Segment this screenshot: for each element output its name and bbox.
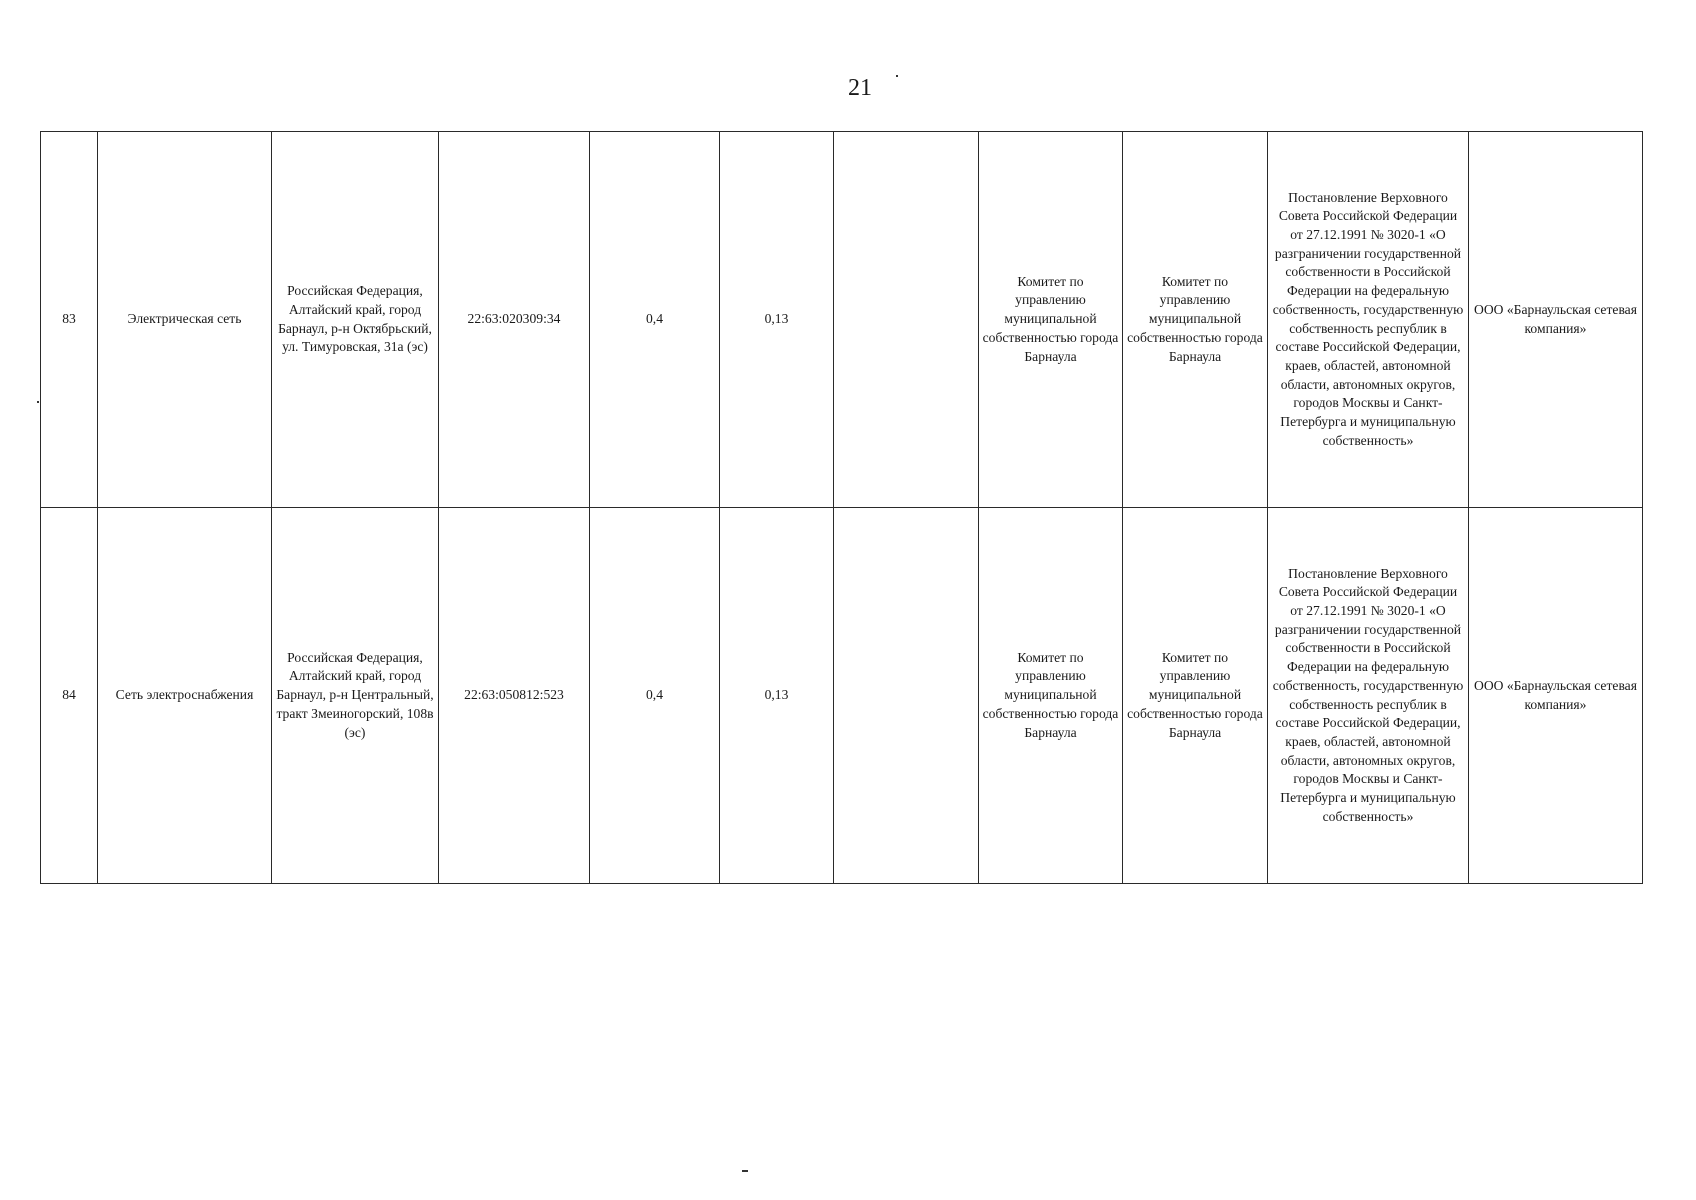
length-cell: 0,13 <box>720 132 834 508</box>
row-number-cell: 84 <box>41 508 98 884</box>
page-number: 21 <box>848 75 872 101</box>
registry-table <box>40 131 1643 884</box>
owner-cell: Комитет по управлению муниципальной собственностью города Барнаула <box>1123 508 1268 884</box>
operator-cell: ООО «Барнаульская сетевая компания» <box>1469 132 1643 508</box>
empty-cell <box>834 508 979 884</box>
voltage-cell: 0,4 <box>590 132 720 508</box>
cadastral-number-cell: 22:63:050812:523 <box>439 508 590 884</box>
scan-dot <box>37 401 39 403</box>
legal-basis-cell: Постановление Верховного Совета Российской Федерации от 27.12.1991 № 3020-1 «О разграничении государственной собственности в Российской Федерации на федеральную собственность, государственную собственность республик в составе Российской Федерации, краев, областей, автономной области, автономных округов, городов Москвы и Санкт-Петербурга и муниципальную собственность» <box>1268 508 1469 884</box>
scan-dash <box>742 1170 748 1172</box>
row-number-cell: 83 <box>41 132 98 508</box>
legal-basis-cell: Постановление Верховного Совета Российской Федерации от 27.12.1991 № 3020-1 «О разграничении государственной собственности в Российской Федерации на федеральную собственность, государственную собственность республик в составе Российской Федерации, краев, областей, автономной области, автономных округов, городов Москвы и Санкт-Петербурга и муниципальную собственность» <box>1268 132 1469 508</box>
table-row <box>41 132 1643 508</box>
object-name-cell: Электрическая сеть <box>98 132 272 508</box>
table-row <box>41 508 1643 884</box>
holder-cell: Комитет по управлению муниципальной собственностью города Барнаула <box>979 132 1123 508</box>
length-cell: 0,13 <box>720 508 834 884</box>
holder-cell: Комитет по управлению муниципальной собственностью города Барнаула <box>979 508 1123 884</box>
cadastral-number-cell: 22:63:020309:34 <box>439 132 590 508</box>
address-cell: Российская Федерация, Алтайский край, город Барнаул, р-н Центральный, тракт Змеиногорский, 108в (эс) <box>272 508 439 884</box>
operator-cell: ООО «Барнаульская сетевая компания» <box>1469 508 1643 884</box>
empty-cell <box>834 132 979 508</box>
object-name-cell: Сеть электроснабжения <box>98 508 272 884</box>
scan-dot <box>896 75 898 77</box>
address-cell: Российская Федерация, Алтайский край, город Барнаул, р-н Октябрьский, ул. Тимуровская, 31а (эс) <box>272 132 439 508</box>
voltage-cell: 0,4 <box>590 508 720 884</box>
owner-cell: Комитет по управлению муниципальной собственностью города Барнаула <box>1123 132 1268 508</box>
